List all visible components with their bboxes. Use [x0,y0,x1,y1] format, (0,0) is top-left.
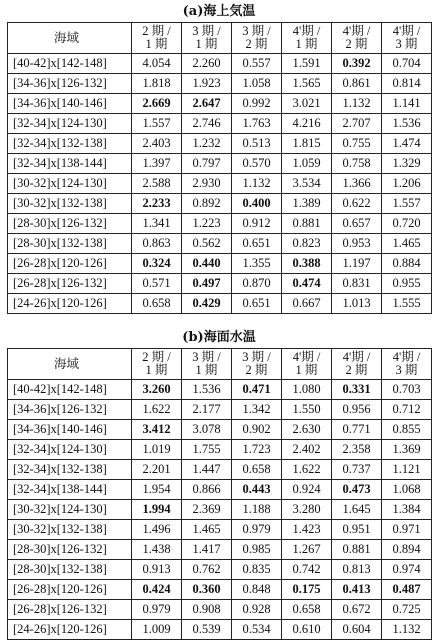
header-line: 1 期 [295,37,318,51]
column-header-region: 海域 [8,349,132,380]
region-cell: [32-34]x[138-144] [8,154,132,174]
value-cell: 0.440 [182,254,232,274]
value-cell: 2.930 [182,174,232,194]
value-cell: 1.068 [382,480,432,500]
value-cell: 1.536 [182,380,232,400]
value-cell: 1.818 [132,74,182,94]
value-cell: 0.487 [382,580,432,600]
value-cell: 1.341 [132,214,182,234]
value-cell: 0.471 [232,380,282,400]
value-cell: 0.712 [382,400,432,420]
value-cell: 0.725 [382,600,432,620]
value-cell: 2.358 [332,440,382,460]
region-cell: [24-26]x[120-126] [8,620,132,640]
value-cell: 0.985 [232,540,282,560]
value-cell: 3.412 [132,420,182,440]
header-line: 3 期 / [192,24,221,38]
header-line: 4'期 / [292,24,321,38]
table-row [8,54,432,74]
column-header-period [132,349,182,380]
value-cell: 0.424 [132,580,182,600]
header-line: 2 期 [245,363,268,377]
region-cell: [28-30]x[132-138] [8,560,132,580]
value-cell: 0.704 [382,54,432,74]
value-cell: 0.861 [332,74,382,94]
value-cell: 1.923 [182,74,232,94]
value-cell: 0.866 [182,480,232,500]
value-cell: 1.132 [232,174,282,194]
value-cell: 1.447 [182,460,232,480]
value-cell: 2.746 [182,114,232,134]
value-cell: 1.366 [332,174,382,194]
value-cell: 0.324 [132,254,182,274]
value-cell: 1.188 [232,500,282,520]
value-cell: 0.474 [282,274,332,294]
table-row [8,560,432,580]
value-cell: 1.384 [382,500,432,520]
value-cell: 0.863 [132,234,182,254]
column-header-region: 海域 [8,23,132,54]
value-cell: 0.604 [332,620,382,640]
value-cell: 0.562 [182,234,232,254]
value-cell: 1.557 [382,194,432,214]
value-cell: 0.755 [332,134,382,154]
value-cell: 1.009 [132,620,182,640]
table-row [8,420,432,440]
value-cell: 0.813 [332,560,382,580]
value-cell: 1.815 [282,134,332,154]
value-cell: 2.233 [132,194,182,214]
header-line: 2 期 [245,37,268,51]
value-cell: 1.058 [232,74,282,94]
value-cell: 1.397 [132,154,182,174]
column-header-period [232,349,282,380]
table-row [8,600,432,620]
value-cell: 0.539 [182,620,232,640]
value-cell: 0.473 [332,480,382,500]
table-row [8,134,432,154]
table-row [8,294,432,314]
region-cell: [28-30]x[126-132] [8,214,132,234]
header-line: 3 期 [395,363,418,377]
value-cell: 4.216 [282,114,332,134]
table-row [8,400,432,420]
value-cell: 2.403 [132,134,182,154]
value-cell: 2.707 [332,114,382,134]
table-row [8,74,432,94]
value-cell: 1.223 [182,214,232,234]
region-cell: [30-32]x[124-130] [8,500,132,520]
region-cell: [34-36]x[126-132] [8,400,132,420]
value-cell: 0.951 [332,520,382,540]
region-cell: [24-26]x[120-126] [8,294,132,314]
value-cell: 1.755 [182,440,232,460]
value-cell: 1.417 [182,540,232,560]
table-row [8,174,432,194]
header-line: 1 期 [145,363,168,377]
region-cell: [34-36]x[126-132] [8,74,132,94]
header-line: 3 期 [395,37,418,51]
value-cell: 0.974 [382,560,432,580]
region-cell: [32-34]x[124-130] [8,114,132,134]
header-line: 1 期 [195,363,218,377]
value-cell: 2.402 [282,440,332,460]
table-row [8,194,432,214]
value-cell: 0.814 [382,74,432,94]
header-line: 3 期 / [242,350,271,364]
value-cell: 0.992 [232,94,282,114]
value-cell: 1.206 [382,174,432,194]
value-cell: 0.658 [282,600,332,620]
value-cell: 0.429 [182,294,232,314]
header-row [8,23,432,54]
value-cell: 0.720 [382,214,432,234]
value-cell: 0.360 [182,580,232,600]
value-cell: 1.622 [282,460,332,480]
region-cell: [32-34]x[132-138] [8,460,132,480]
value-cell: 1.536 [382,114,432,134]
value-cell: 1.723 [232,440,282,460]
value-cell: 1.132 [382,620,432,640]
column-header-period [332,349,382,380]
value-cell: 1.622 [132,400,182,420]
region-cell: [34-36]x[140-146] [8,94,132,114]
value-cell: 1.355 [232,254,282,274]
value-cell: 4.054 [132,54,182,74]
value-cell: 0.331 [332,380,382,400]
value-cell: 1.059 [282,154,332,174]
value-cell: 3.021 [282,94,332,114]
table-row [8,440,432,460]
value-cell: 3.280 [282,500,332,520]
table-body [8,380,432,640]
column-header-period [382,23,432,54]
value-cell: 0.758 [332,154,382,174]
region-cell: [26-28]x[126-132] [8,274,132,294]
value-cell: 3.260 [132,380,182,400]
header-row [8,349,432,380]
value-cell: 0.513 [232,134,282,154]
value-cell: 1.141 [382,94,432,114]
value-cell: 0.881 [282,214,332,234]
table-b-caption: (b)海面水温 [182,330,256,345]
value-cell: 0.979 [132,600,182,620]
region-cell: [32-34]x[124-130] [8,440,132,460]
value-cell: 0.953 [332,234,382,254]
value-cell: 2.669 [132,94,182,114]
value-cell: 1.121 [382,460,432,480]
value-cell: 0.884 [382,254,432,274]
value-cell: 0.831 [332,274,382,294]
value-cell: 0.848 [232,580,282,600]
value-cell: 0.894 [382,540,432,560]
table-row [8,380,432,400]
value-cell: 0.881 [332,540,382,560]
value-cell: 0.928 [232,600,282,620]
value-cell: 0.392 [332,54,382,74]
value-cell: 1.555 [382,294,432,314]
table-row [8,234,432,254]
value-cell: 0.742 [282,560,332,580]
value-cell: 1.465 [382,234,432,254]
table-row [8,114,432,134]
value-cell: 1.267 [282,540,332,560]
value-cell: 0.658 [132,294,182,314]
value-cell: 0.979 [232,520,282,540]
column-header-period [132,23,182,54]
value-cell: 1.389 [282,194,332,214]
value-cell: 0.955 [382,274,432,294]
header-line: 3 期 / [192,350,221,364]
value-cell: 0.892 [182,194,232,214]
value-cell: 0.622 [332,194,382,214]
value-cell: 0.924 [282,480,332,500]
value-cell: 0.413 [332,580,382,600]
value-cell: 0.388 [282,254,332,274]
value-cell: 1.132 [332,94,382,114]
header-line: 1 期 [195,37,218,51]
value-cell: 0.400 [232,194,282,214]
header-line: 4'期 / [342,24,371,38]
value-cell: 0.651 [232,294,282,314]
value-cell: 2.201 [132,460,182,480]
region-cell: [30-32]x[132-138] [8,520,132,540]
header-line: 1 期 [145,37,168,51]
header-line: 3 期 / [242,24,271,38]
header-line: 4'期 / [392,350,421,364]
value-cell: 1.465 [182,520,232,540]
value-cell: 2.588 [132,174,182,194]
table-row [8,520,432,540]
value-cell: 0.667 [282,294,332,314]
value-cell: 1.369 [382,440,432,460]
table-row [8,460,432,480]
table-row [8,214,432,234]
value-cell: 0.797 [182,154,232,174]
header-line: 2 期 / [142,350,171,364]
region-cell: [34-36]x[140-146] [8,420,132,440]
region-cell: [26-28]x[120-126] [8,254,132,274]
value-cell: 0.443 [232,480,282,500]
value-cell: 1.496 [132,520,182,540]
table-row [8,254,432,274]
header-line: 4'期 / [342,350,371,364]
value-cell: 0.971 [382,520,432,540]
value-cell: 0.657 [332,214,382,234]
value-cell: 0.570 [232,154,282,174]
value-cell: 1.557 [132,114,182,134]
region-cell: [30-32]x[124-130] [8,174,132,194]
table-row [8,94,432,114]
value-cell: 2.630 [282,420,332,440]
value-cell: 0.855 [382,420,432,440]
table-a-caption: (a)海上気温 [182,4,256,19]
value-cell: 3.534 [282,174,332,194]
value-cell: 0.762 [182,560,232,580]
value-cell: 0.175 [282,580,332,600]
value-cell: 1.474 [382,134,432,154]
value-cell: 0.902 [232,420,282,440]
column-header-period [232,23,282,54]
column-header-period [282,349,332,380]
value-cell: 1.423 [282,520,332,540]
value-cell: 2.369 [182,500,232,520]
column-header-period [182,23,232,54]
value-cell: 0.610 [282,620,332,640]
value-cell: 0.823 [282,234,332,254]
table-row [8,154,432,174]
value-cell: 1.994 [132,500,182,520]
table-row [8,580,432,600]
value-cell: 2.260 [182,54,232,74]
region-cell: [40-42]x[142-148] [8,380,132,400]
header-line: 2 期 [345,37,368,51]
value-cell: 0.912 [232,214,282,234]
table-row [8,540,432,560]
value-cell: 0.651 [232,234,282,254]
column-header-period [182,349,232,380]
header-line: 1 期 [295,363,318,377]
value-cell: 1.329 [382,154,432,174]
header-line: 4'期 / [292,350,321,364]
value-cell: 0.672 [332,600,382,620]
region-cell: [28-30]x[132-138] [8,234,132,254]
column-header-period [282,23,332,54]
value-cell: 0.703 [382,380,432,400]
value-cell: 0.737 [332,460,382,480]
value-cell: 0.534 [232,620,282,640]
header-line: 4'期 / [392,24,421,38]
value-cell: 3.078 [182,420,232,440]
value-cell: 1.438 [132,540,182,560]
region-cell: [32-34]x[138-144] [8,480,132,500]
value-cell: 1.763 [232,114,282,134]
value-cell: 0.557 [232,54,282,74]
table-body [8,54,432,314]
table-row [8,274,432,294]
value-cell: 1.019 [132,440,182,460]
value-cell: 1.197 [332,254,382,274]
region-cell: [26-28]x[126-132] [8,600,132,620]
value-cell: 1.232 [182,134,232,154]
value-cell: 0.913 [132,560,182,580]
region-cell: [26-28]x[120-126] [8,580,132,600]
value-cell: 1.013 [332,294,382,314]
value-cell: 0.571 [132,274,182,294]
value-cell: 1.080 [282,380,332,400]
value-cell: 1.342 [232,400,282,420]
value-cell: 1.591 [282,54,332,74]
value-cell: 0.956 [332,400,382,420]
value-cell: 0.658 [232,460,282,480]
value-cell: 1.550 [282,400,332,420]
value-cell: 0.870 [232,274,282,294]
value-cell: 1.565 [282,74,332,94]
column-header-period [332,23,382,54]
table-b-sea-surface-temperature [7,348,432,640]
value-cell: 0.908 [182,600,232,620]
region-cell: [32-34]x[132-138] [8,134,132,154]
header-line: 2 期 [345,363,368,377]
value-cell: 2.647 [182,94,232,114]
region-cell: [30-32]x[132-138] [8,194,132,214]
column-header-period [382,349,432,380]
table-row [8,500,432,520]
table-row [8,480,432,500]
region-cell: [28-30]x[126-132] [8,540,132,560]
table-a-air-temperature [7,22,432,314]
header-line: 2 期 / [142,24,171,38]
value-cell: 1.954 [132,480,182,500]
table-row [8,620,432,640]
value-cell: 2.177 [182,400,232,420]
value-cell: 1.645 [332,500,382,520]
value-cell: 0.835 [232,560,282,580]
value-cell: 0.771 [332,420,382,440]
region-cell: [40-42]x[142-148] [8,54,132,74]
value-cell: 0.497 [182,274,232,294]
